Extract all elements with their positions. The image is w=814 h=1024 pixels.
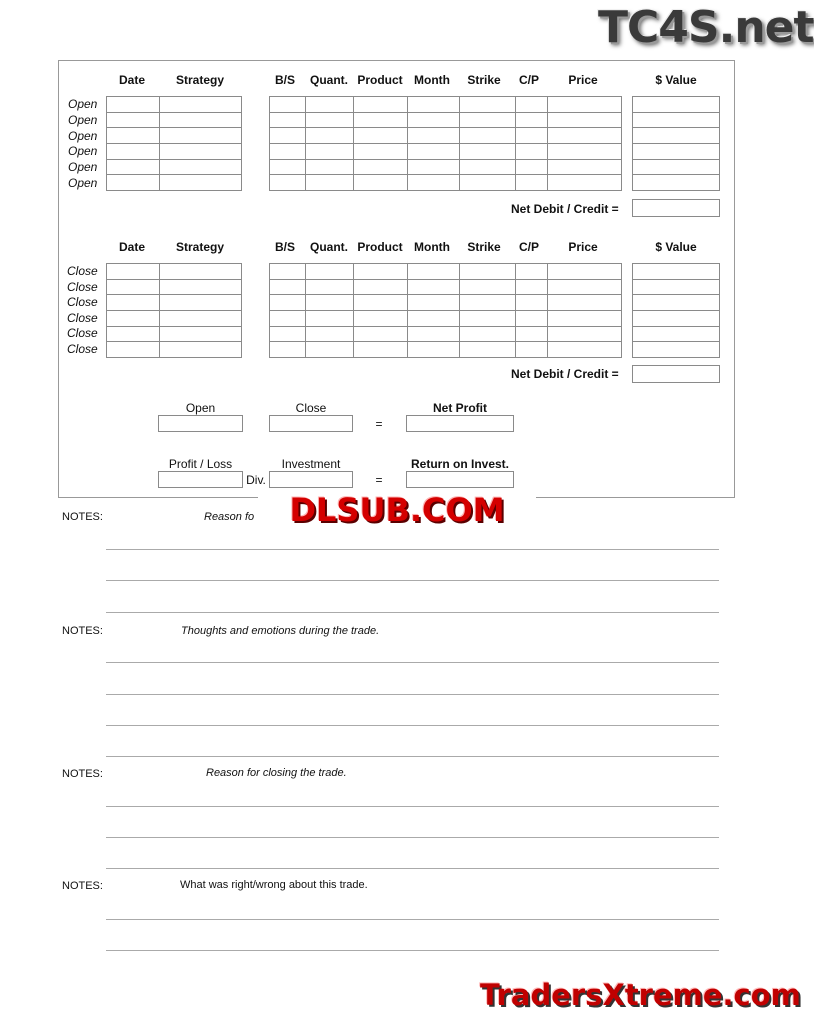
header-strategy: Strategy: [175, 240, 225, 254]
header-bs: B/S: [274, 73, 295, 87]
notes-label: NOTES:: [62, 880, 103, 892]
notes-line[interactable]: [106, 612, 719, 613]
notes-line[interactable]: [106, 694, 719, 695]
close-value-grid[interactable]: [632, 263, 720, 358]
row-label-open: Open: [68, 129, 98, 143]
header-price: Price: [568, 240, 598, 254]
header-date: Date: [118, 73, 145, 87]
header-month: Month: [414, 240, 450, 254]
summary-close-field[interactable]: [269, 415, 353, 432]
notes-line[interactable]: [106, 806, 719, 807]
equals-sign: =: [375, 473, 383, 487]
row-label-close: Close: [67, 295, 98, 309]
watermark-middle-logo: DLSUB.COM: [258, 493, 536, 527]
notes-line[interactable]: [106, 662, 719, 663]
watermark-bottom-logo: TradersXtreme.com: [480, 978, 801, 1012]
header-price: Price: [568, 73, 598, 87]
notes-line[interactable]: [106, 919, 719, 920]
div-label: Div.: [246, 473, 266, 487]
net-profit-field[interactable]: [406, 415, 514, 432]
header-product: Product: [357, 240, 403, 254]
header-cp: C/P: [518, 240, 539, 254]
investment-label: Investment: [281, 457, 341, 471]
header-month: Month: [414, 73, 450, 87]
notes-line[interactable]: [106, 725, 719, 726]
notes-line[interactable]: [106, 868, 719, 869]
close-net-debit-credit-field[interactable]: [632, 365, 720, 383]
watermark-top-logo: TC4S.net: [598, 2, 814, 53]
row-label-close: Close: [67, 264, 98, 278]
investment-field[interactable]: [269, 471, 353, 488]
header-quant: Quant.: [310, 73, 348, 87]
equals-sign: =: [375, 417, 383, 431]
open-legs-grid[interactable]: [269, 96, 622, 191]
notes-line[interactable]: [106, 950, 719, 951]
notes-label: NOTES:: [62, 625, 103, 637]
close-legs-grid[interactable]: [269, 263, 622, 358]
row-label-open: Open: [68, 176, 98, 190]
notes-line[interactable]: [106, 756, 719, 757]
open-date-strategy-grid[interactable]: [106, 96, 242, 191]
header-quant: Quant.: [310, 240, 348, 254]
summary-close-label: Close: [295, 401, 327, 415]
row-label-close: Close: [67, 326, 98, 340]
close-net-debit-credit-label: Net Debit / Credit =: [511, 367, 619, 381]
row-label-open: Open: [68, 113, 98, 127]
row-label-close: Close: [67, 342, 98, 356]
notes-line[interactable]: [106, 837, 719, 838]
profit-loss-field[interactable]: [158, 471, 243, 488]
row-label-open: Open: [68, 144, 98, 158]
header-strategy: Strategy: [175, 73, 225, 87]
header-bs: B/S: [274, 240, 295, 254]
summary-open-label: Open: [185, 401, 216, 415]
notes-prompt: Thoughts and emotions during the trade.: [181, 625, 380, 637]
header-product: Product: [357, 73, 403, 87]
summary-open-field[interactable]: [158, 415, 243, 432]
header-cp: C/P: [518, 73, 539, 87]
header-strike: Strike: [467, 73, 501, 87]
notes-line[interactable]: [106, 580, 719, 581]
row-label-open: Open: [68, 160, 98, 174]
notes-prompt: Reason for closing the trade.: [206, 767, 347, 779]
return-on-invest-label: Return on Invest.: [410, 457, 509, 471]
notes-prompt: What was right/wrong about this trade.: [180, 879, 368, 891]
close-date-strategy-grid[interactable]: [106, 263, 242, 358]
notes-line[interactable]: [106, 549, 719, 550]
row-label-close: Close: [67, 280, 98, 294]
notes-label: NOTES:: [62, 768, 103, 780]
header-date: Date: [118, 240, 145, 254]
open-net-debit-credit-field[interactable]: [632, 199, 720, 217]
open-net-debit-credit-label: Net Debit / Credit =: [511, 202, 619, 216]
header-value: $ Value: [655, 240, 697, 254]
row-label-close: Close: [67, 311, 98, 325]
net-profit-label: Net Profit: [433, 401, 487, 415]
return-on-invest-field[interactable]: [406, 471, 514, 488]
profit-loss-label: Profit / Loss: [168, 457, 233, 471]
header-value: $ Value: [655, 73, 697, 87]
notes-prompt: Reason fo: [204, 511, 255, 523]
header-strike: Strike: [467, 240, 501, 254]
row-label-open: Open: [68, 97, 98, 111]
open-value-grid[interactable]: [632, 96, 720, 191]
notes-label: NOTES:: [62, 511, 103, 523]
